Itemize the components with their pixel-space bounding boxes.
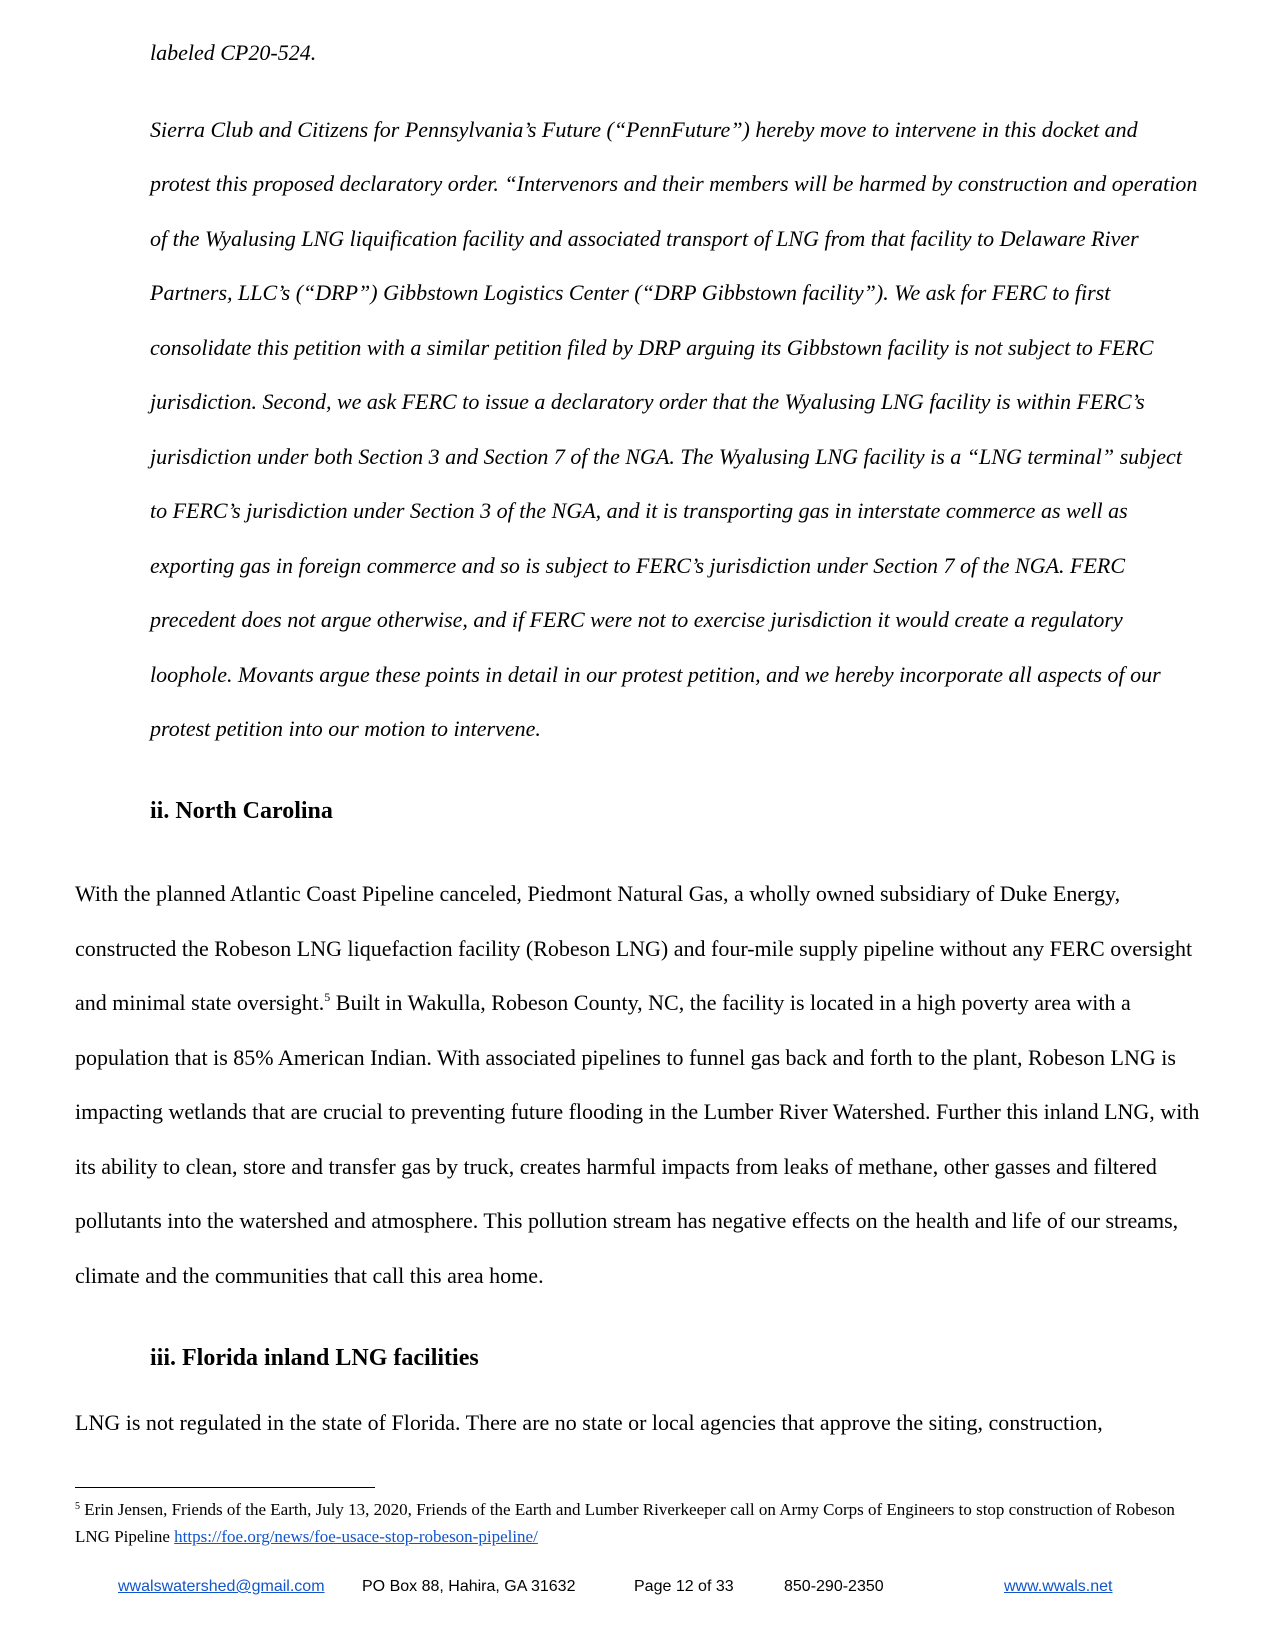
footnote-text: Erin Jensen, Friends of the Earth, July 13, 2020, Friends of the Earth and Lumber Riverkeeper call on Army Corps of Engineers to stop construction of Robeson LNG Pipeline — [75, 1500, 1175, 1546]
footnote — [75, 1496, 1202, 1550]
footnote-reference[interactable]: 5 — [324, 990, 331, 1004]
block-quote — [150, 26, 1202, 757]
footer-email-link[interactable]: wwalswatershed@gmail.com — [118, 1578, 325, 1595]
footer-page-number: Page 12 of 33 — [634, 1578, 734, 1595]
footnote-link[interactable]: https://foe.org/news/foe-usace-stop-robeson-pipeline/ — [174, 1527, 538, 1546]
footer-phone: 850-290-2350 — [784, 1578, 884, 1595]
footer-website-link[interactable]: www.wwals.net — [1004, 1578, 1113, 1595]
footnote-separator — [75, 1487, 375, 1488]
paragraph-text-part: Built in Wakulla, Robeson County, NC, the facility is located in a high poverty area with a population that is 85% American Indian. With associated pipelines to funnel gas back and forth to the plant, Robeson LNG is impacting wetlands that are crucial to preventing future flooding in the Lumber River Watershed. Further this inland LNG, with its ability to clean, store and transfer gas by truck, creates harmful impacts from leaks of methane, other gasses and filtered pollutants into the watershed and atmosphere. This pollution stream has negative effects on the health and life of our streams, climate and the communities that call this area home. — [75, 990, 1200, 1288]
paragraph-north-carolina — [75, 867, 1202, 1303]
section-heading-florida: iii. Florida inland LNG facilities — [150, 1345, 479, 1371]
quote-lead-line: labeled CP20-524. — [150, 40, 317, 65]
paragraph-florida: LNG is not regulated in the state of Florida. There are no state or local agencies that approve the siting, construction, — [75, 1410, 1103, 1435]
section-heading-north-carolina: ii. North Carolina — [150, 798, 333, 824]
footnote-number: 5 — [75, 1501, 80, 1512]
page-footer — [0, 1578, 1275, 1600]
quote-paragraph: Sierra Club and Citizens for Pennsylvania’s Future (“PennFuture”) hereby move to intervene in this docket and protest this proposed declaratory order. “Intervenors and their members will be harmed by construction and operation of the Wyalusing LNG liquification facility and associated transport of LNG from that facility to Delaware River Partners, LLC’s (“DRP”) Gibbstown Logistics Center (“DRP Gibbstown facility”). We ask for FERC to first consolidate this petition with a similar petition filed by DRP arguing its Gibbstown facility is not subject to FERC jurisdiction. Second, we ask FERC to issue a declaratory order that the Wyalusing LNG facility is within FERC’s jurisdiction under both Section 3 and Section 7 of the NGA. The Wyalusing LNG facility is a “LNG terminal” subject to FERC’s jurisdiction under Section 3 of the NGA, and it is transporting gas in interstate commerce as well as exporting gas in foreign commerce and so is subject to FERC’s jurisdiction under Section 7 of the NGA. FERC precedent does not argue otherwise, and if FERC were not to exercise jurisdiction it would create a regulatory loophole. Movants argue these points in detail in our protest petition, and we hereby incorporate all aspects of our protest petition into our motion to intervene. — [150, 116, 1198, 741]
paragraph-text-part: With the planned Atlantic Coast Pipeline canceled, Piedmont Natural Gas, a wholly owned subsidiary of Duke Energy, constructed the Robeson LNG liquefaction facility (Robeson LNG) and four-mile supply pipeline without any FERC oversight and minimal state oversight. — [75, 881, 1193, 1015]
footer-address: PO Box 88, Hahira, GA 31632 — [362, 1578, 576, 1595]
